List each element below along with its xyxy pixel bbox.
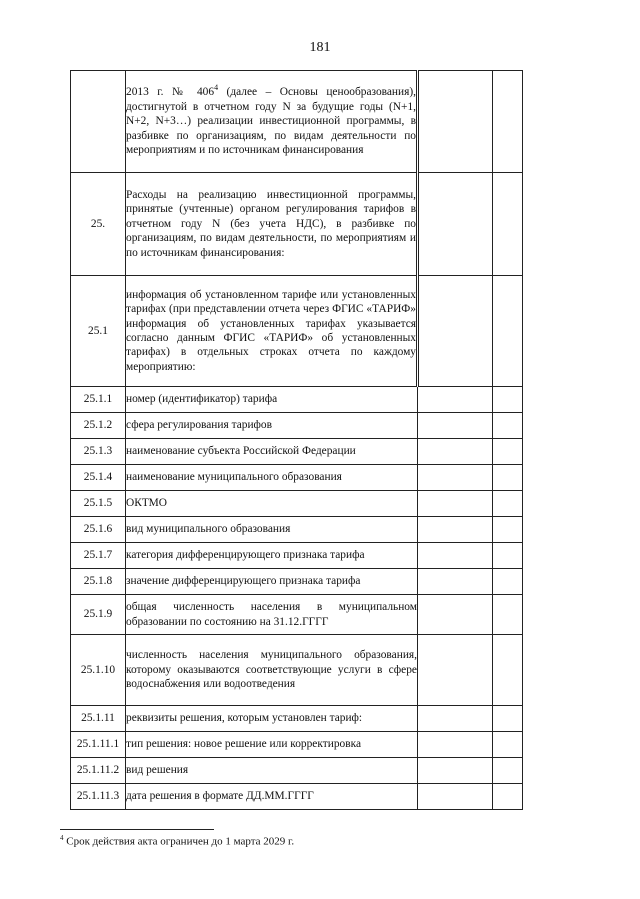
- row-number: 25.1.11.3: [71, 784, 126, 810]
- table-row: [71, 706, 523, 732]
- table-row: [71, 732, 523, 758]
- page-number: 181: [309, 40, 331, 55]
- footnote-mark: 4: [60, 834, 64, 842]
- table-row: [71, 758, 523, 784]
- row-number: 25.1.11.2: [71, 758, 126, 784]
- row-description: реквизиты решения, которым установлен тариф:: [126, 706, 418, 732]
- table-row: [71, 569, 523, 595]
- empty-cell: [493, 413, 523, 439]
- empty-cell: [493, 517, 523, 543]
- row-description: значение дифференцирующего признака тарифа: [126, 569, 418, 595]
- footnote-divider: [60, 829, 214, 830]
- row-description: дата решения в формате ДД.ММ.ГГГГ: [126, 784, 418, 810]
- empty-cell: [493, 732, 523, 758]
- row-description: сфера регулирования тарифов: [126, 413, 418, 439]
- report-table: [70, 70, 523, 810]
- table-row: [71, 595, 523, 635]
- empty-cell: [418, 706, 493, 732]
- empty-cell: [493, 758, 523, 784]
- row-number: 25.1.1: [71, 387, 126, 413]
- empty-cell: [493, 569, 523, 595]
- row-description: номер (идентификатор) тарифа: [126, 387, 418, 413]
- empty-cell: [418, 569, 493, 595]
- empty-cell: [493, 173, 523, 276]
- row-number: 25.1.6: [71, 517, 126, 543]
- empty-cell: [493, 276, 523, 387]
- table-row: [71, 635, 523, 706]
- empty-cell: [493, 543, 523, 569]
- empty-cell: [418, 465, 493, 491]
- empty-cell: [493, 595, 523, 635]
- row-description: ОКТМО: [126, 491, 418, 517]
- row-number: 25.1.8: [71, 569, 126, 595]
- row-description: тип решения: новое решение или корректировка: [126, 732, 418, 758]
- table-row: [71, 173, 523, 276]
- row-number: 25.1.11: [71, 706, 126, 732]
- table-row: [71, 491, 523, 517]
- empty-cell: [418, 635, 493, 706]
- row-description: Расходы на реализацию инвестиционной программы, принятые (учтенные) органом регулирования тарифов в отчетном году N (без учета НДС), в разбивке по организациям, по видам деятельности, по мероприятиям и по источникам финансирования:: [126, 173, 418, 276]
- row-description: численность населения муниципального образования, которому оказываются соответствующие услуги в сфере водоснабжения или водоотведения: [126, 635, 418, 706]
- empty-cell: [493, 439, 523, 465]
- row-description: информация об установленном тарифе или установленных тарифах (при представлении отчета через ФГИС «ТАРИФ» информация об установленных тарифах указывается согласно данным ФГИС «ТАРИФ» об установленных тарифах) в отдельных строках отчета по каждому мероприятию:: [126, 276, 418, 387]
- empty-cell: [493, 387, 523, 413]
- empty-cell: [418, 595, 493, 635]
- empty-cell: [418, 71, 493, 173]
- table-row: [71, 413, 523, 439]
- row-number: 25.: [71, 173, 126, 276]
- row-number: 25.1.5: [71, 491, 126, 517]
- empty-cell: [493, 635, 523, 706]
- row-number: 25.1.11.1: [71, 732, 126, 758]
- row-description: категория дифференцирующего признака тарифа: [126, 543, 418, 569]
- row-description: вид решения: [126, 758, 418, 784]
- table-row: [71, 276, 523, 387]
- row-number: 25.1.7: [71, 543, 126, 569]
- empty-cell: [418, 543, 493, 569]
- table-row: [71, 71, 523, 173]
- row-number: 25.1.3: [71, 439, 126, 465]
- table-row: [71, 465, 523, 491]
- empty-cell: [418, 173, 493, 276]
- row-number: 25.1.4: [71, 465, 126, 491]
- empty-cell: [418, 732, 493, 758]
- empty-cell: [418, 413, 493, 439]
- empty-cell: [493, 71, 523, 173]
- footnote-text: Срок действия акта ограничен до 1 марта 2029 г.: [63, 835, 295, 848]
- row-description: наименование муниципального образования: [126, 465, 418, 491]
- row-number: [71, 71, 126, 173]
- table-row: [71, 784, 523, 810]
- empty-cell: [493, 465, 523, 491]
- row-number: 25.1: [71, 276, 126, 387]
- row-number: 25.1.2: [71, 413, 126, 439]
- footnote: [60, 834, 294, 848]
- empty-cell: [493, 706, 523, 732]
- empty-cell: [418, 784, 493, 810]
- footnote-reference: 4: [214, 83, 219, 93]
- empty-cell: [493, 784, 523, 810]
- row-description: 2013 г. № 406$^4$ (далее – Основы ценообразования), достигнутой в отчетном году N за будущие годы (N+1, N+2, N+3…) реализации инвестиционной программы, в разбивке по организациям, по видам деятельности по мероприятиям и по источникам финансирования: [126, 71, 418, 173]
- empty-cell: [493, 491, 523, 517]
- empty-cell: [418, 387, 493, 413]
- table-row: [71, 543, 523, 569]
- table-row: [71, 387, 523, 413]
- empty-cell: [418, 276, 493, 387]
- empty-cell: [418, 439, 493, 465]
- table-row: [71, 517, 523, 543]
- row-number: 25.1.9: [71, 595, 126, 635]
- table-row: [71, 439, 523, 465]
- empty-cell: [418, 517, 493, 543]
- row-description: наименование субъекта Российской Федерации: [126, 439, 418, 465]
- empty-cell: [418, 491, 493, 517]
- empty-cell: [418, 758, 493, 784]
- row-description: вид муниципального образования: [126, 517, 418, 543]
- row-description: общая численность населения в муниципальном образовании по состоянию на 31.12.ГГГГ: [126, 595, 418, 635]
- row-number: 25.1.10: [71, 635, 126, 706]
